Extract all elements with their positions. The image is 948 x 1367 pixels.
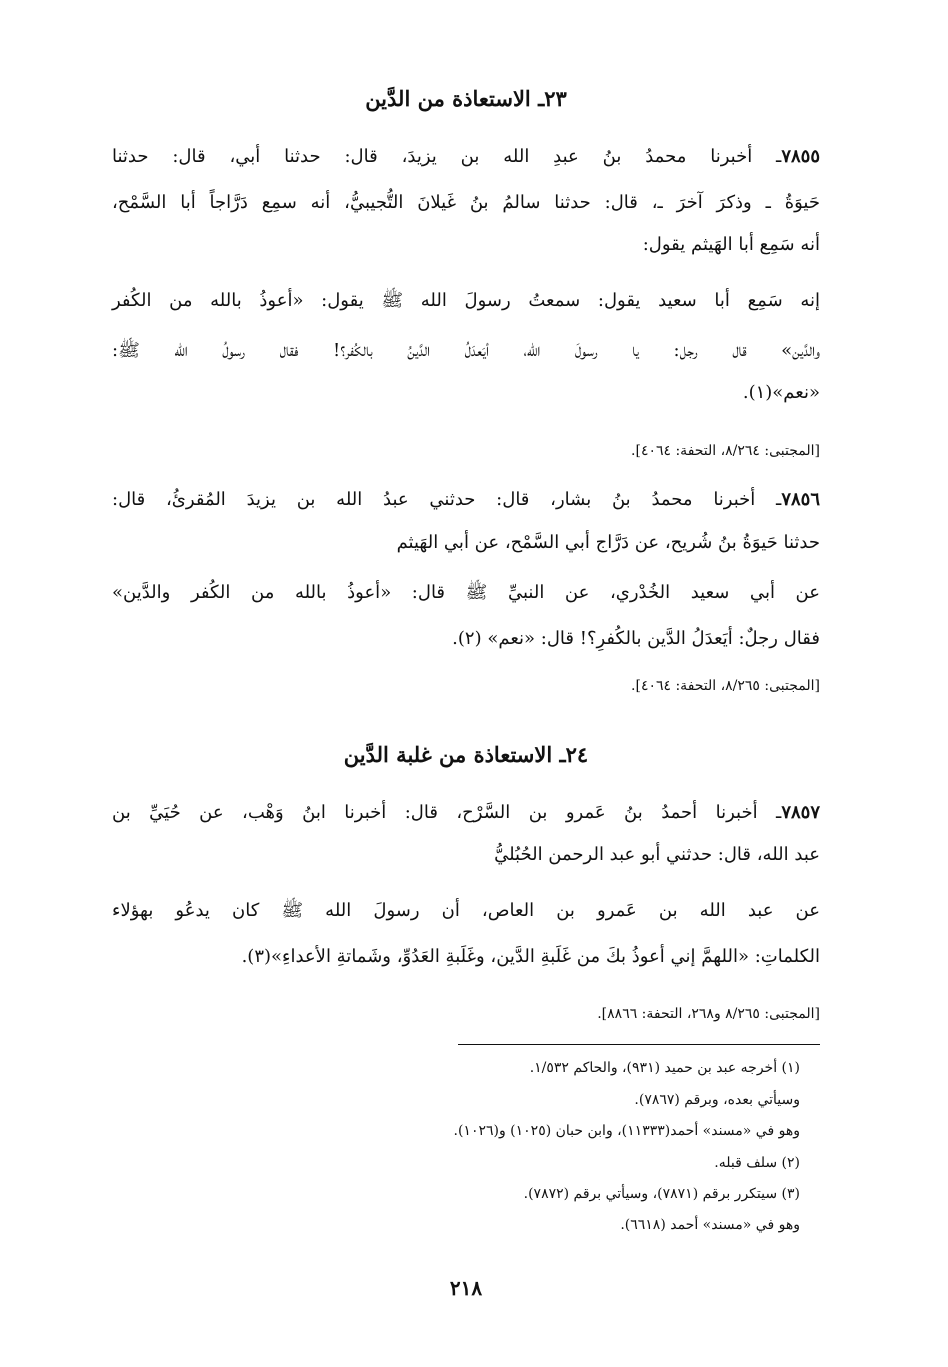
hadith-7857-line-2: عبد الله، قال: حدثني أبو عبد الرحمن الحُبُليُّ	[494, 844, 820, 865]
hadith-7856-reference: [المجتبى: ٨/٢٦٥، التحفة: ٤٠٦٤].	[631, 678, 820, 694]
footnote-3-continued: وهو في «مسند» أحمد (٦٦١٨).	[620, 1217, 800, 1233]
hadith-7855-line-1: ٧٨٥٥ـ أخبرنا محمدُ بنُ عبدِ الله بن يزيدَ، قال: حدثنا أبي، قال: حدثنا	[112, 146, 820, 167]
hadith-7855-text-3: «نعم»(١).	[742, 382, 820, 403]
book-page	[112, 0, 820, 1367]
hadith-7857-text-2: الكلماتِ: «اللهمَّ إني أعوذُ بكَ من غَلَبةِ الدَّين، وغَلَبةِ العَدُوِّ، وشَماتةِ الأعداءِ»(٣).	[241, 946, 820, 967]
footnote-divider	[458, 1044, 820, 1045]
hadith-7856-text-2: فقال رجلٌ: أيَعدَلُ الدَّين بالكُفرِ؟! قال: «نعم» (٢).	[452, 628, 820, 649]
hadith-7856-text-1: عن أبي سعيد الخُدْري، عن النبيِّ ﷺ قال: «أعوذُ بالله من الكُفر والدَّين»	[112, 582, 820, 603]
hadith-number: ٧٨٥٦	[781, 489, 820, 510]
hadith-7855-line-3: أنه سَمِع أبا الهَيثم يقول:	[642, 234, 820, 255]
hadith-7855-line-2: حَيوَةُ ـ وذكرَ آخرَ ـ، قال: حدثنا سالمُ بنُ غَيلانَ التُّجيبيُّ، أنه سمِع دَرَّاجاً أبا السَّمْح،	[112, 192, 820, 213]
hadith-7857-text-1: عن عبد الله بن عَمرو بن العاص، أن رسولَ الله ﷺ كان يدعُو بهؤلاء	[112, 900, 820, 921]
hadith-7855-text-2: والدَّين» قال رجل: يا رسولَ الله، أيَعدَلُ الدَّينُ بالكُفر؟! فقال رسولُ الله ﷺ:	[112, 340, 820, 361]
hadith-7856-line-2: حدثنا حَيوَةُ بنُ شُريح، عن دَرَّاج أبي السَّمْح، عن أبي الهَيثم	[396, 532, 820, 553]
hadith-7857-line-1: ٧٨٥٧ـ أخبرنا أحمدُ بنُ عَمرو بن السَّرْح، قال: أخبرنا ابنُ وَهْب، عن حُيَيِّ بن	[112, 802, 820, 823]
chapter-heading-23: ٢٣ـ الاستعاذة من الدَّين	[365, 86, 567, 111]
footnote-1-continued: وسيأتي بعده، وبرقم (٧٨٦٧).	[634, 1092, 800, 1108]
page-number: ٢١٨	[449, 1276, 483, 1300]
hadith-number: ٧٨٥٧	[781, 802, 820, 823]
chapter-heading-24: ٢٤ـ الاستعاذة من غلبة الدَّين	[343, 742, 589, 767]
footnote-1-continued-2: وهو في «مسند» أحمد(١١٣٣٣)، وابن حبان (١٠٢٥) و(١٠٢٦).	[453, 1123, 800, 1139]
hadith-7855-reference: [المجتبى: ٨/٢٦٤، التحفة: ٤٠٦٤].	[631, 443, 820, 459]
footnote-2: (٢) سلف قبله.	[714, 1155, 800, 1171]
hadith-number: ٧٨٥٥	[781, 146, 820, 167]
hadith-7857-reference: [المجتبى: ٨/٢٦٥ و٢٦٨، التحفة: ٨٨٦٦].	[597, 1006, 820, 1022]
hadith-7856-line-1: ٧٨٥٦ـ أخبرنا محمدُ بنُ بشار، قال: حدثني عبدُ الله بن يزيدَ المُقرئُ، قال:	[112, 489, 820, 510]
hadith-7855-text-1: إنه سَمِع أبا سعيد يقول: سمعتُ رسولَ الله ﷺ يقول: «أعوذُ بالله من الكُفر	[112, 290, 820, 311]
footnote-3: (٣) سيتكرر برقم (٧٨٧١)، وسيأتي برقم (٧٨٧٢).	[523, 1186, 800, 1202]
footnote-1: (١) أخرجه عبد بن حميد (٩٣١)، والحاكم ١/٥٣٢.	[529, 1060, 800, 1076]
